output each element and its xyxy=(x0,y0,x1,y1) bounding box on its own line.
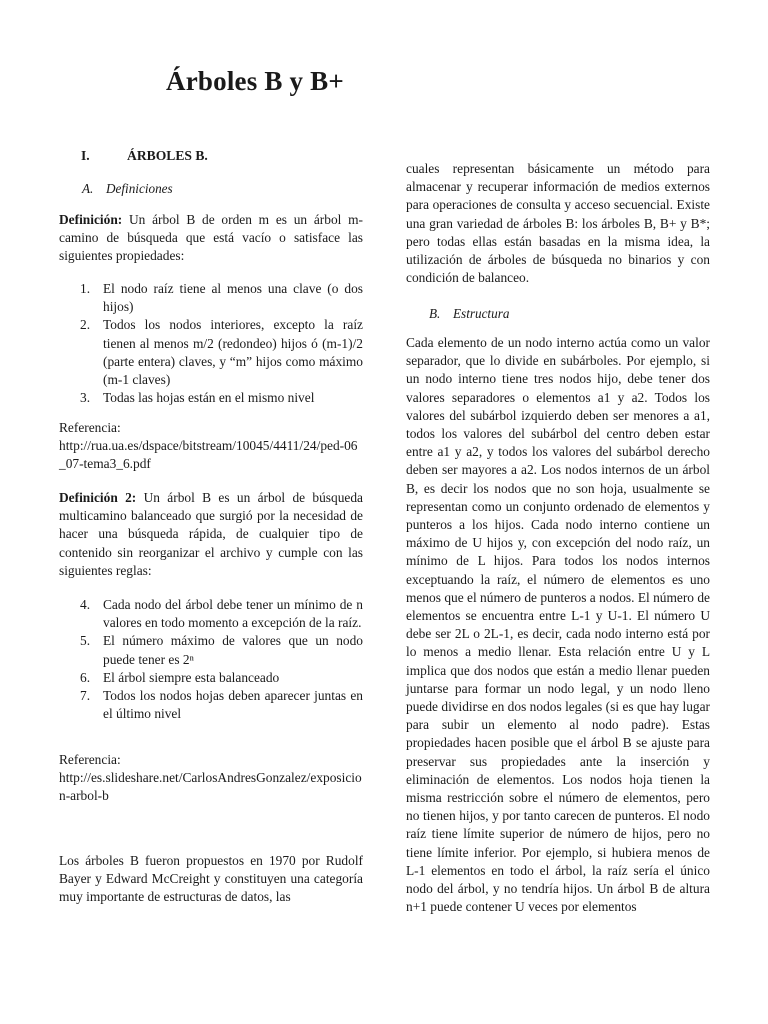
properties-list xyxy=(59,280,363,407)
section-title: ÁRBOLES B. xyxy=(127,148,208,163)
subsection-letter: B. xyxy=(429,306,441,321)
list-item-text: Todos los nodos hojas deben aparecer juntas en el último nivel xyxy=(103,688,363,722)
list-item-text: Cada nodo del árbol debe tener un mínimo de n valores en todo momento a excepción de la raíz. xyxy=(103,597,363,631)
subsection-title: Estructura xyxy=(453,306,510,321)
subsection-title: Definiciones xyxy=(106,181,173,196)
reference-2-label: Referencia: xyxy=(59,752,121,767)
intro-paragraph-continued: cuales representan básicamente un método para almacenar y recuperar información de medios externos para operaciones de consulta y acceso secuencial. Existe una gran variedad de árboles B: los árboles B, B+ y B*; pero todas ellas están basadas en la misma idea, la utilización de árboles de búsqueda no binarios y con condición de balanceo. xyxy=(406,161,710,286)
list-item-number: 3. xyxy=(80,390,91,406)
subsection-letter: A. xyxy=(82,181,94,196)
list-item-number: 7. xyxy=(80,688,91,704)
structure-paragraph: Cada elemento de un nodo interno actúa como un valor separador, que lo divide en subárboles. Por ejemplo, si un nodo interno tiene tres nodos hijo, debe tener dos valores separadores o elementos a1 y a2. Todos los valores del subárbol izquierdo deben ser menores a a1, todos los valores del subárbol del centro deben estar entre a1 y a2, y todos los valores del subárbol derecho deben ser mayores a a2. Los nodos internos de un árbol B, es decir los nodos que no son hoja, usualmente se representan como un conjunto ordenado de elementos y punteros a los hijos. Cada nodo interno contiene un máximo de U hijos y, con excepción del nodo raíz, un mínimo de L hijos. Para todos los nodos internos exceptuando la raíz, el número de elementos es uno menos que el número de punteros a nodos. El número de elementos se encuentra entre L-1 y U-1. El número U debe ser 2L o 2L-1, es decir, cada nodo interno está por lo menos a medio llenar. Esta relación entre U y L implica que dos nodos que están a medio llenar pueden juntarse para formar un nodo legal, y un nodo lleno puede dividirse en dos nodos legales (si es que hay lugar para subir un elemento al nodo padre). Estas propiedades hacen posible que el árbol B se ajuste para preservar sus propiedades ante la inserción y eliminación de elementos. Los nodos hoja tienen la misma restricción sobre el número de elementos, pero no tienen hijos, y por tanto carecen de punteros. El nodo raíz tiene límite superior de número de hijos, pero no tiene límite inferior. Por ejemplo, si hubiera menos de L-1 elementos en todo el árbol, la raíz sería el único nodo del árbol, y no tendría hijos. Un árbol B de altura n+1 puede contener U veces por elementos xyxy=(406,335,710,915)
list-item xyxy=(59,280,363,316)
list-item xyxy=(59,632,363,668)
subsection-heading-estructura xyxy=(406,305,733,323)
list-item-text: Todas las hojas están en el mismo nivel xyxy=(103,390,315,406)
list-item xyxy=(59,316,363,389)
list-item-number: 4. xyxy=(80,597,91,612)
reference-2-link[interactable]: http://es.slideshare.net/CarlosAndresGonzalez/exposicion-arbol-b xyxy=(59,770,362,804)
definition-2-paragraph xyxy=(59,489,363,580)
reference-1 xyxy=(59,419,363,474)
intro-paragraph-start: Los árboles B fueron propuestos en 1970 por Rudolf Bayer y Edward McCreight y constituyen una categoría muy importante de estructuras de datos, las xyxy=(59,853,363,905)
definition-1-text: Un árbol B de orden m es un árbol m-camino de búsqueda que está vacío o satisface las siguientes propiedades: xyxy=(59,212,363,264)
list-item-number: 1. xyxy=(80,281,91,296)
section-number: I. xyxy=(81,148,90,163)
definition-1-label: Definición: xyxy=(59,212,123,227)
reference-1-label: Referencia: xyxy=(59,420,121,435)
list-item-number: 2. xyxy=(80,317,91,333)
page-title: Árboles B y B+ xyxy=(166,66,344,96)
definition-1-paragraph xyxy=(59,211,363,266)
list-item-text: El número máximo de valores que un nodo puede tener es 2ⁿ xyxy=(103,633,363,667)
list-item xyxy=(59,687,363,723)
subsection-heading-definiciones xyxy=(59,180,386,198)
list-item xyxy=(59,389,363,407)
list-item-text: Todos los nodos interiores, excepto la raíz tienen al menos m/2 (redondeo) hijos ó (m-1)/2 (parte entera) claves, y “m” hijos como máximo (m-1 claves) xyxy=(103,317,363,388)
list-item-text: El nodo raíz tiene al menos una clave (o dos hijos) xyxy=(103,281,363,315)
reference-2 xyxy=(59,751,363,806)
list-item xyxy=(59,669,363,687)
list-item-number: 5. xyxy=(80,633,91,649)
rules-list xyxy=(59,596,363,723)
list-item xyxy=(59,596,363,632)
section-heading-arboles-b xyxy=(59,147,363,165)
list-item-number: 6. xyxy=(80,669,91,685)
definition-2-text: Un árbol B es un árbol de búsqueda multicamino balanceado que surgió por la necesidad de hacer una búsqueda rápida, de cualquier tipo de contenido sin reorganizar el archivo y cumple con las siguientes reglas: xyxy=(59,490,363,578)
definition-2-label: Definición 2: xyxy=(59,490,137,505)
reference-1-link[interactable]: http://rua.ua.es/dspace/bitstream/10045/4411/24/ped-06_07-tema3_6.pdf xyxy=(59,438,358,472)
list-item-text: El árbol siempre esta balanceado xyxy=(103,669,280,685)
